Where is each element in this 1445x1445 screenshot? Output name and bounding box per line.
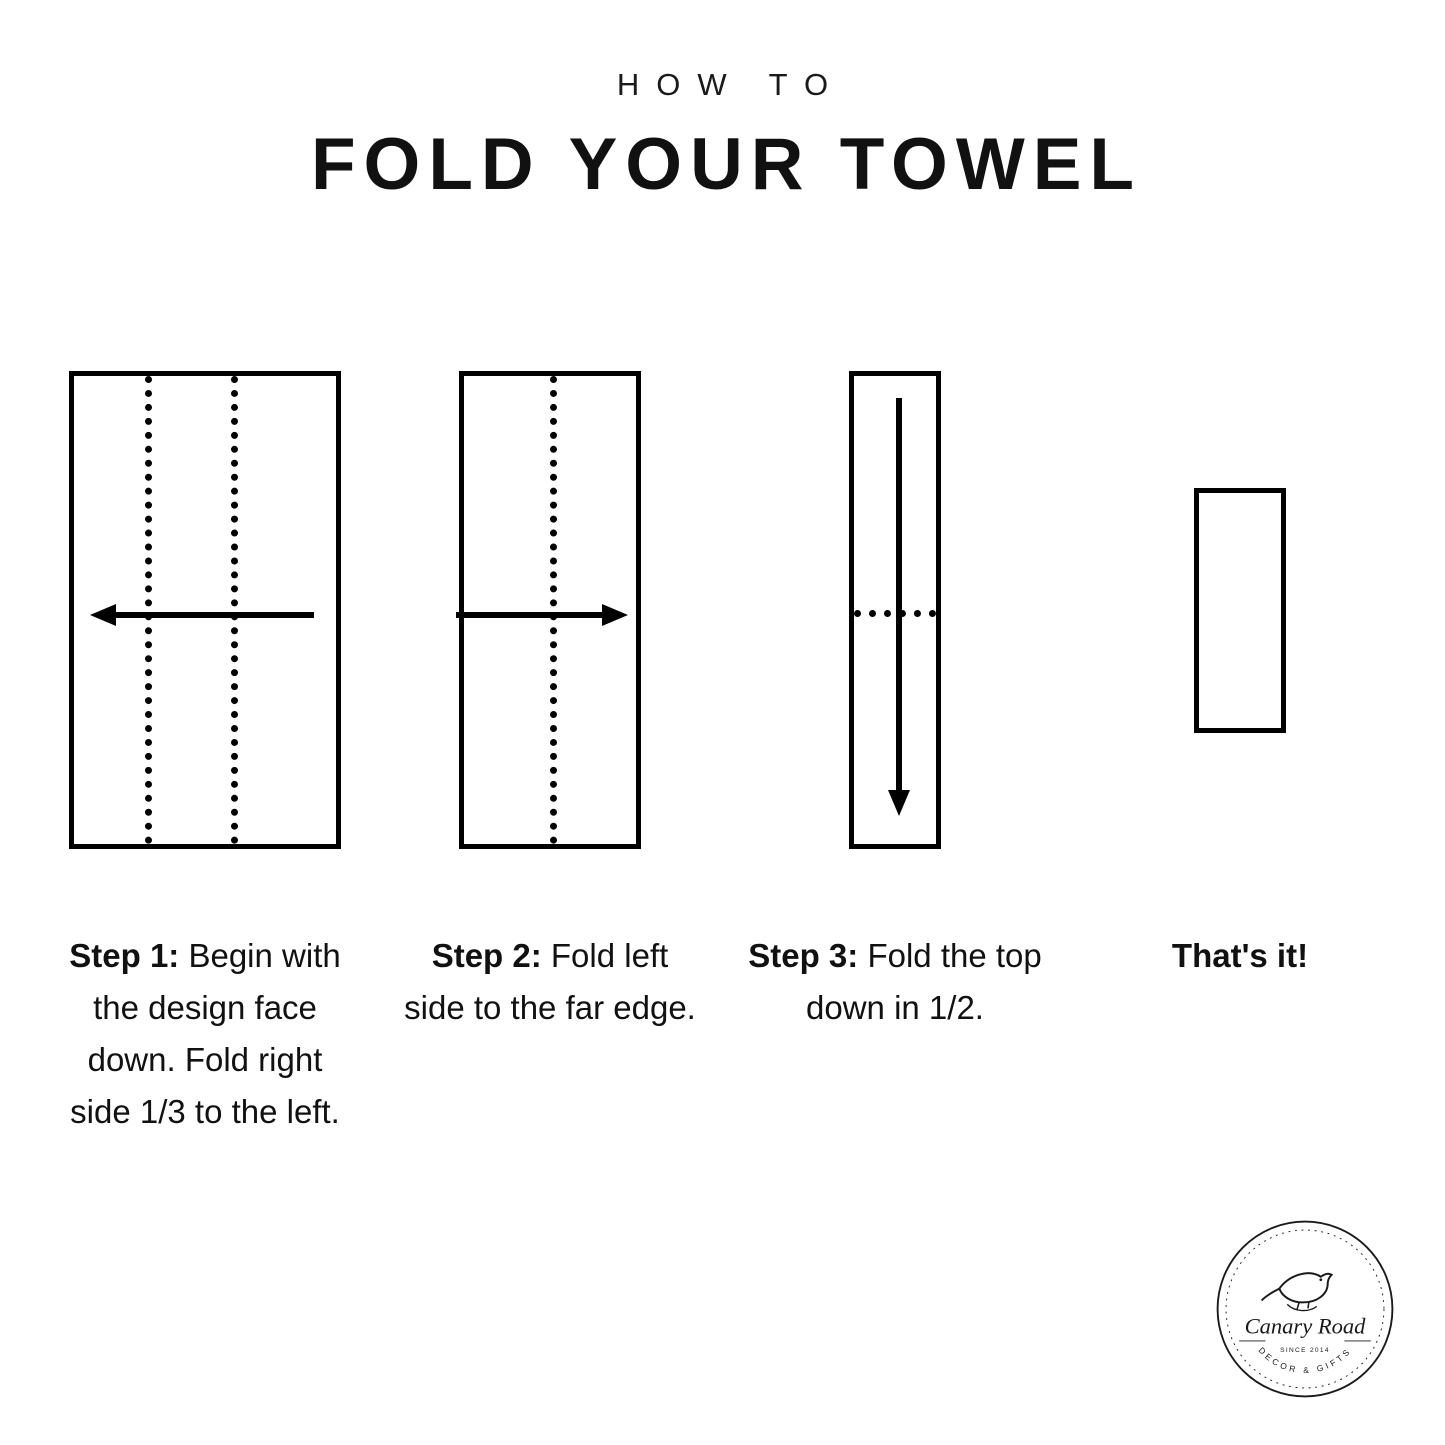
arrow-left-icon bbox=[74, 376, 346, 854]
step-1-figure bbox=[33, 360, 378, 860]
fold-line-dotted bbox=[854, 610, 936, 617]
step-2 bbox=[378, 360, 723, 1034]
logo-tagline-text: DECOR & GIFTS bbox=[1256, 1345, 1354, 1376]
step-1 bbox=[33, 360, 378, 1139]
step-2-text: Fold left side to the far edge. bbox=[404, 937, 696, 1027]
step-4 bbox=[1068, 360, 1413, 982]
towel-rectangle bbox=[1194, 488, 1286, 733]
logo-brand-text: Canary Road bbox=[1244, 1313, 1366, 1339]
page-title: FOLD YOUR TOWEL bbox=[310, 124, 1143, 206]
step-3-label: Step 3: bbox=[748, 937, 859, 974]
bird-icon bbox=[1262, 1273, 1332, 1310]
step-2-figure bbox=[378, 360, 723, 860]
step-3-figure bbox=[723, 360, 1068, 860]
step-2-caption bbox=[400, 930, 700, 1034]
fold-line-dotted bbox=[145, 376, 152, 844]
step-1-text: Begin with the design face down. Fold right side 1/3 to the left. bbox=[70, 937, 341, 1131]
fold-line-dotted bbox=[231, 376, 238, 844]
fold-line-dotted bbox=[550, 376, 557, 844]
logo-since-text: SINCE 2014 bbox=[1280, 1347, 1330, 1355]
step-4-label: That's it! bbox=[1171, 937, 1309, 974]
step-2-label: Step 2: bbox=[431, 937, 542, 974]
step-3-text: Fold the top down in 1/2. bbox=[806, 937, 1042, 1027]
step-1-caption bbox=[55, 930, 355, 1139]
step-3 bbox=[723, 360, 1068, 1034]
towel-rectangle bbox=[69, 371, 341, 849]
step-3-caption bbox=[745, 930, 1045, 1034]
step-1-label: Step 1: bbox=[69, 937, 180, 974]
steps-row bbox=[0, 360, 1445, 1139]
towel-rectangle bbox=[849, 371, 941, 849]
page-header bbox=[0, 0, 1445, 205]
brand-logo bbox=[1211, 1215, 1399, 1403]
step-4-figure bbox=[1068, 360, 1413, 860]
step-4-caption bbox=[1090, 930, 1390, 982]
eyebrow-text: HOW TO bbox=[616, 67, 846, 102]
towel-rectangle bbox=[459, 371, 641, 849]
